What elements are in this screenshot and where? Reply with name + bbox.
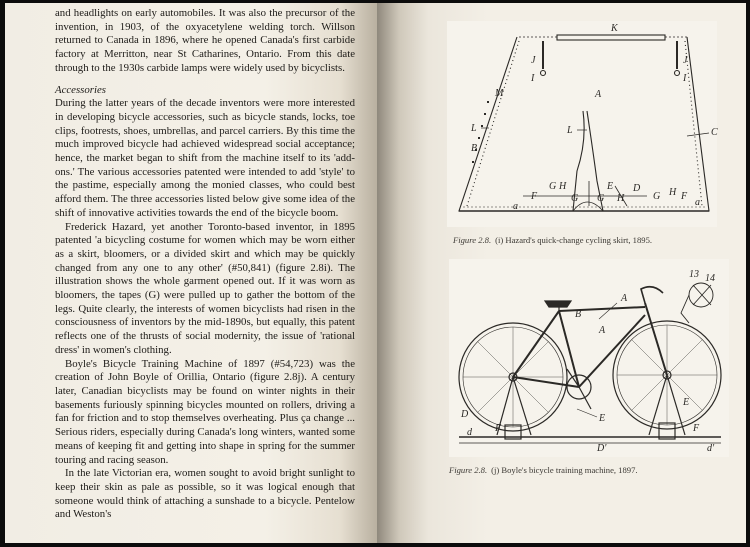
label-D: D <box>633 183 641 194</box>
label-B: B <box>471 143 478 154</box>
label-F: F <box>693 423 700 434</box>
label-a: a <box>695 197 700 208</box>
label-H: H <box>669 187 677 198</box>
label-J: J <box>531 55 536 66</box>
label-G: G <box>597 193 605 204</box>
caption-text: (i) Hazard's quick-change cycling skirt, 1895. <box>495 235 653 245</box>
skirt-patent-figure <box>447 21 717 227</box>
right-page <box>377 3 746 543</box>
label-d-prime: d' <box>707 443 715 454</box>
label-C: C <box>711 127 718 138</box>
label-F: F <box>495 423 502 434</box>
left-page <box>5 3 377 543</box>
label-a: a <box>513 201 518 212</box>
label-L: L <box>567 125 573 136</box>
label-J: J <box>683 55 688 66</box>
label-H: H <box>559 181 567 192</box>
book-spread <box>5 3 746 543</box>
label-I: I <box>683 73 687 84</box>
label-E: E <box>683 397 690 408</box>
label-F: F <box>681 191 688 202</box>
label-K: K <box>611 23 618 34</box>
figure-number: Figure 2.8. <box>453 235 492 245</box>
label-I: I <box>531 73 535 84</box>
label-A: A <box>621 293 628 304</box>
skirt-drawing <box>447 21 717 227</box>
paragraph: and headlights on early automobiles. It was also the precursor of the invention, in 1903, of the oxyacetylene welding torch. Willson returned to Canada in 1896, where he opened Canada's first carbide factory at Merritton, near St Catharines, Ontario. From this date through to the 1930s carbide lamps were widely used by bicyclists. <box>55 7 355 74</box>
paragraph: In the late Victorian era, women sought to avoid bright sunlight to keep their skin as pale as possible, so it was logical enough that someone would think of attaching a sunshade to a bicycle. Pentelow and Weston's <box>55 467 355 521</box>
label-B: B <box>575 309 582 320</box>
label-D-prime: D' <box>597 443 607 454</box>
label-M: M <box>495 88 504 99</box>
label-G: G <box>653 191 661 202</box>
label-A: A <box>599 325 606 336</box>
label-F: F <box>531 191 538 202</box>
figure-caption-j <box>449 465 638 475</box>
paragraph: Frederick Hazard, yet another Toronto-based inventor, in 1895 patented 'a bicycling costume for women which may be worn either as a skirt, bloomers, or a divided skirt and which may be quickly changed from any one to any other' (#50,841) (figure 2.8i). The illustration shows the whole garment opened out. If it was worn as bloomers, the tapes (G) were pulled up to gather the bottom of the legs. Quite clearly, the interests of women bicyclists had risen in the consciousness of inventors by the mid-1890s, but equally, this patent reflects one of the thrusts of social modernity, the issue of 'rational dress' in women's clothing. <box>55 220 355 356</box>
label-E: E <box>607 181 614 192</box>
paragraph: Boyle's Bicycle Training Machine of 1897 (#54,723) was the creation of John Boyle of Orillia, Ontario (figure 2.8j). A century later, Canadian bicyclists may be found on winter nights in their basements furiously spinning bicycles mounted on rollers, driving a fan for friction and to stop themselves overheating. Plus ça change ... Serious riders, especially during Canada's long winters, wanted some means of keeping fit and getting into shape in spring for the summer touring and racing season. <box>55 357 355 466</box>
caption-text: (j) Boyle's bicycle training machine, 1897. <box>491 465 638 475</box>
label-13: 13 <box>689 269 699 280</box>
figure-caption-i <box>453 235 652 245</box>
bicycle-drawing <box>449 259 729 457</box>
label-H: H <box>617 193 625 204</box>
label-G: G <box>571 193 579 204</box>
label-d: d <box>467 427 472 438</box>
section-heading: Accessories <box>55 83 106 96</box>
figure-number: Figure 2.8. <box>449 465 488 475</box>
label-L: L <box>471 123 477 134</box>
bicycle-patent-figure <box>449 259 729 457</box>
body-text <box>55 7 355 522</box>
paragraph: During the latter years of the decade inventors were more interested in developing bicycle accessories, such as bicycle stands, locks, toe clips, footrests, shoes, umbrellas, and parcel carriers. By this time the much improved bicycle had achieved widespread social acceptance; hence, the market began to shift from the machine itself to its 'add-ons.' The various accessories patented were intended to add 'style' to the pastime, especially among the monied classes, who could best afford them. The three accessories listed below give some idea of the shift of innovative activities towards the end of the bicycle boom. <box>55 97 355 219</box>
label-A: A <box>595 89 602 100</box>
label-G: G <box>549 181 557 192</box>
label-E: E <box>599 413 606 424</box>
label-14: 14 <box>705 273 715 284</box>
label-D: D <box>461 409 469 420</box>
